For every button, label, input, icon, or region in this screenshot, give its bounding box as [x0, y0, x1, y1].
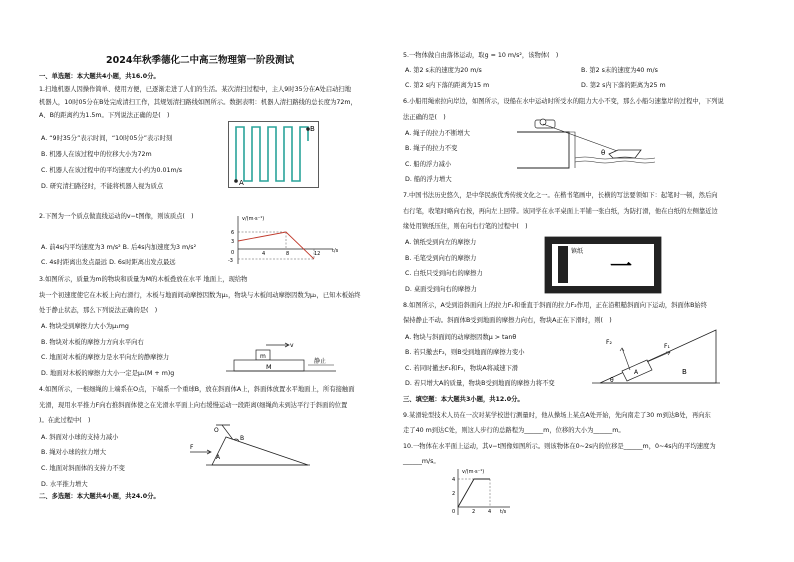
- q7-option-c: C. 白纸只受到向右的摩擦力: [405, 270, 483, 277]
- section-fill-in: 三、填空题：本大题共3小题，共12.0分。: [403, 396, 524, 403]
- q4-option-a: A. 斜面对小球的支持力减小: [41, 434, 119, 441]
- q6-fig-label-theta: θ: [601, 149, 606, 157]
- q5-option-b: B. 第2 s末的速度为40 m/s: [581, 67, 658, 74]
- q7-fig-label-paperweight: 镇纸: [571, 248, 584, 255]
- q6-option-d: D. 船的浮力增大: [405, 176, 452, 183]
- q9-stem-line-1: 9.某滑轮型技术人员在一次对某学校进行测量时，他从操场上某点A处开始，先向南走了30 m到达B处，再向东: [403, 412, 711, 419]
- q8-fig-label-f2: F₂: [606, 339, 612, 346]
- q1-stem-line-2: 机器人，10时05分在B处完成清扫工作，其规划清扫路线如图所示。数据表明：机器人清扫路线的总长度为72m，: [39, 99, 357, 106]
- q3-fig-label-still: 静止: [314, 358, 327, 365]
- q10-vt-graph: [448, 467, 518, 517]
- q3-option-b: B. 物块对木板的摩擦力方向水平向右: [41, 339, 144, 346]
- q4-incline-figure: [186, 423, 311, 467]
- q5-option-c: C. 第2 s内下落的距离为15 m: [405, 82, 490, 89]
- q2-tick-12: 12: [314, 251, 321, 257]
- q10-x-axis-label: t/s: [500, 509, 507, 515]
- q1-path-figure: [228, 121, 320, 189]
- q7-option-d: D. 桌面受到向右的摩擦力: [405, 286, 477, 293]
- q4-option-d: D. 水平推力增大: [41, 481, 88, 488]
- q3-stem-line-2: 块一个初速度使它在木板上向右滑行，木板与地面间动摩擦因数为μ₁，物块与木板间动摩擦因数为μ₂，已知木板始终: [39, 292, 361, 299]
- q7-fig-character: 一: [610, 255, 633, 280]
- q3-option-c: C. 地面对木板的摩擦力是水平向左的静摩擦力: [41, 354, 170, 361]
- q2-tick-neg3: -3: [228, 258, 233, 264]
- q4-stem-line-1: 4.如图所示，一根细绳的上端系在O点，下端系一个重球B，放在斜面体A上，斜面体放置水平地面上，所有接触面: [39, 386, 355, 393]
- q10-y-axis-label: v/(m·s⁻¹): [462, 469, 485, 475]
- q2-tick-3: 3: [231, 239, 235, 245]
- q6-option-b: B. 绳子的拉力不变: [405, 145, 458, 152]
- q6-option-c: C. 船的浮力减小: [405, 161, 452, 168]
- q8-stem-line-1: 8.如图所示，A受到沿斜面向上的拉力F₁和垂直于斜面的拉力F₂作用，正在沿粗糙斜面向下运动，斜面体B始终: [403, 302, 707, 309]
- q7-stem-line-1: 7.中国书法历史悠久，是中华民族优秀传统文化之一。在楷书笔画中，长横的写法要领如下：起笔时一顿，然后向: [403, 192, 718, 199]
- q3-fig-label-v: v: [290, 342, 294, 349]
- q8-option-d: D. 若只增大A的质量，物块B受到地面的摩擦力将不变: [405, 380, 555, 387]
- q5-option-a: A. 第2 s末的速度为20 m/s: [405, 67, 482, 74]
- q7-option-b: B. 毛笔受到向右的摩擦力: [405, 255, 477, 262]
- q4-fig-label-o: O: [214, 427, 219, 434]
- q3-fig-label-M: M: [266, 363, 272, 371]
- q2-tick-6: 6: [231, 230, 235, 236]
- q2-tick-8: 8: [286, 251, 290, 257]
- q3-option-d: D. 地面对木板的摩擦力大小一定是μ₁(M + m)g: [41, 370, 175, 377]
- page-title: 2024年秋季德化二中高三物理第一阶段测试: [106, 55, 294, 66]
- q2-tick-4: 4: [262, 251, 266, 257]
- q8-fig-label-a: A: [634, 369, 639, 376]
- q2-tick-0: 0: [231, 250, 235, 256]
- q2-x-axis-label: t/s: [332, 248, 339, 254]
- q1-option-b: B. 机器人在该过程中的位移大小为72m: [41, 151, 152, 158]
- q2-options-cd: C. 4s时距离出发点最远 D. 6s时距离出发点最远: [41, 259, 176, 266]
- q8-fig-label-b: B: [682, 368, 687, 376]
- q6-stem-line-2: 法正确的是( ): [403, 114, 446, 121]
- q4-option-b: B. 绳对小球的拉力增大: [41, 449, 106, 456]
- q10-tick-4: 4: [452, 477, 456, 483]
- q4-fig-label-a: A: [216, 454, 221, 461]
- q3-block-figure: [226, 341, 346, 379]
- q4-option-c: C. 地面对斜面体的支持力不变: [41, 465, 125, 472]
- q8-incline-figure: [592, 326, 722, 386]
- q6-boat-figure: [513, 116, 658, 174]
- q7-option-a: A. 镇纸受到向左的摩擦力: [405, 239, 477, 246]
- section-single-choice: 一、单选题：本大题共4小题，共16.0分。: [39, 73, 160, 80]
- q2-y-axis-label: v/(m·s⁻¹): [242, 216, 265, 222]
- q8-option-a: A. 物块与斜面间的动摩擦因数μ > tanθ: [405, 334, 517, 341]
- q8-option-c: C. 若同时撤去F₁和F₂，物块A将减速下滑: [405, 365, 519, 372]
- q4-stem-line-2: 光滑，现用水平推力F向右推斜面体使之在光滑水平面上向右缓慢运动一段距离(细绳尚未到达平行于斜面的位置: [39, 402, 348, 409]
- q8-stem-line-2: 保持静止不动。斜面体B受到地面的摩擦力向右，物块A正在下滑时，则( ): [403, 317, 612, 324]
- q4-fig-label-f: F: [190, 444, 194, 451]
- q3-option-a: A. 物块受到摩擦力大小为μ₁mg: [41, 323, 129, 330]
- q1-fig-label-b: B: [310, 125, 315, 133]
- q10-stem-line-1: 10.一物体在水平面上运动，其v−t图像如图所示。则该物体在0~2s内的位移是______m，0~4s内的平均速度为: [403, 443, 716, 450]
- q4-stem-line-3: )。在此过程中( ): [39, 417, 91, 424]
- q2-stem: 2.下图为一个质点做直线运动的v−t图像，则该质点( ): [39, 213, 194, 220]
- q7-paper-figure: [544, 236, 662, 294]
- section-multiple-choice: 二、多选题：本大题共4小题，共24.0分。: [39, 493, 160, 500]
- q10-tick-x4: 4: [488, 509, 492, 515]
- q7-stem-line-2: 右行笔，收笔时略向右按，再向左上回带。该同学在水平桌面上平铺一张白纸，为防打滑，他在白纸的左侧靠近边: [403, 208, 718, 215]
- q4-fig-label-b: B: [240, 435, 245, 442]
- q5-stem: 5.一物体做自由落体运动，取g = 10 m/s²，该物体( ): [403, 52, 559, 59]
- q8-fig-label-f1: F₁: [664, 343, 670, 350]
- q3-fig-label-m: m: [260, 353, 266, 360]
- q9-stem-line-2: 走了40 m到达C处，则这人步行的总路程为______m，位移的大小为______m。: [403, 427, 625, 434]
- q1-option-d: D. 研究清扫路径时，不能将机器人视为质点: [41, 183, 164, 190]
- q10-stem-line-2: ______m/s。: [403, 458, 440, 465]
- q10-tick-2: 2: [452, 491, 456, 497]
- q10-tick-0: 0: [452, 509, 456, 515]
- q1-stem-line-3: A、B的距离约为1.5m。下列说法正确的是( ): [39, 112, 170, 119]
- q6-stem-line-1: 6.小船用绳索拉向岸边，如图所示，设船在水中运动时所受水的阻力大小不变，那么小船匀速靠岸的过程中，下列说: [403, 98, 724, 105]
- q6-option-a: A. 绳子的拉力不断增大: [405, 130, 470, 137]
- q1-stem-line-1: 1.扫地机器人因操作简单、使用方便，已逐渐走进了人们的生活。某次清扫过程中，主人9时35分在A处启动扫地: [39, 86, 351, 93]
- q3-stem-line-1: 3.如图所示，质量为m的物块和质量为M的木板叠放在水平 地面上，现给物: [39, 276, 248, 283]
- q2-vt-graph: [228, 214, 343, 266]
- q5-option-d: D. 第2 s内下落的距离为25 m: [581, 82, 666, 89]
- q3-stem-line-3: 处于静止状态，那么下列说法正确的是( ): [39, 307, 158, 314]
- q8-fig-label-theta: θ: [610, 377, 614, 384]
- q10-tick-x2: 2: [472, 509, 476, 515]
- q1-option-c: C. 机器人在该过程中的平均速度大小约为0.01m/s: [41, 167, 183, 174]
- q8-option-b: B. 若只撤去F₂，则B受到地面的摩擦力变小: [405, 349, 525, 356]
- q2-options-ab: A. 前4s内平均速度为3 m/s² B. 后4s内加速度为3 m/s²: [41, 244, 197, 251]
- q1-fig-label-a: A: [239, 179, 244, 187]
- q7-stem-line-3: 缘处用镇纸压住，则在向右行笔的过程中( ): [403, 223, 528, 230]
- q1-option-a: A. “9时35分”表示时间，“10时05分”表示时刻: [41, 135, 173, 142]
